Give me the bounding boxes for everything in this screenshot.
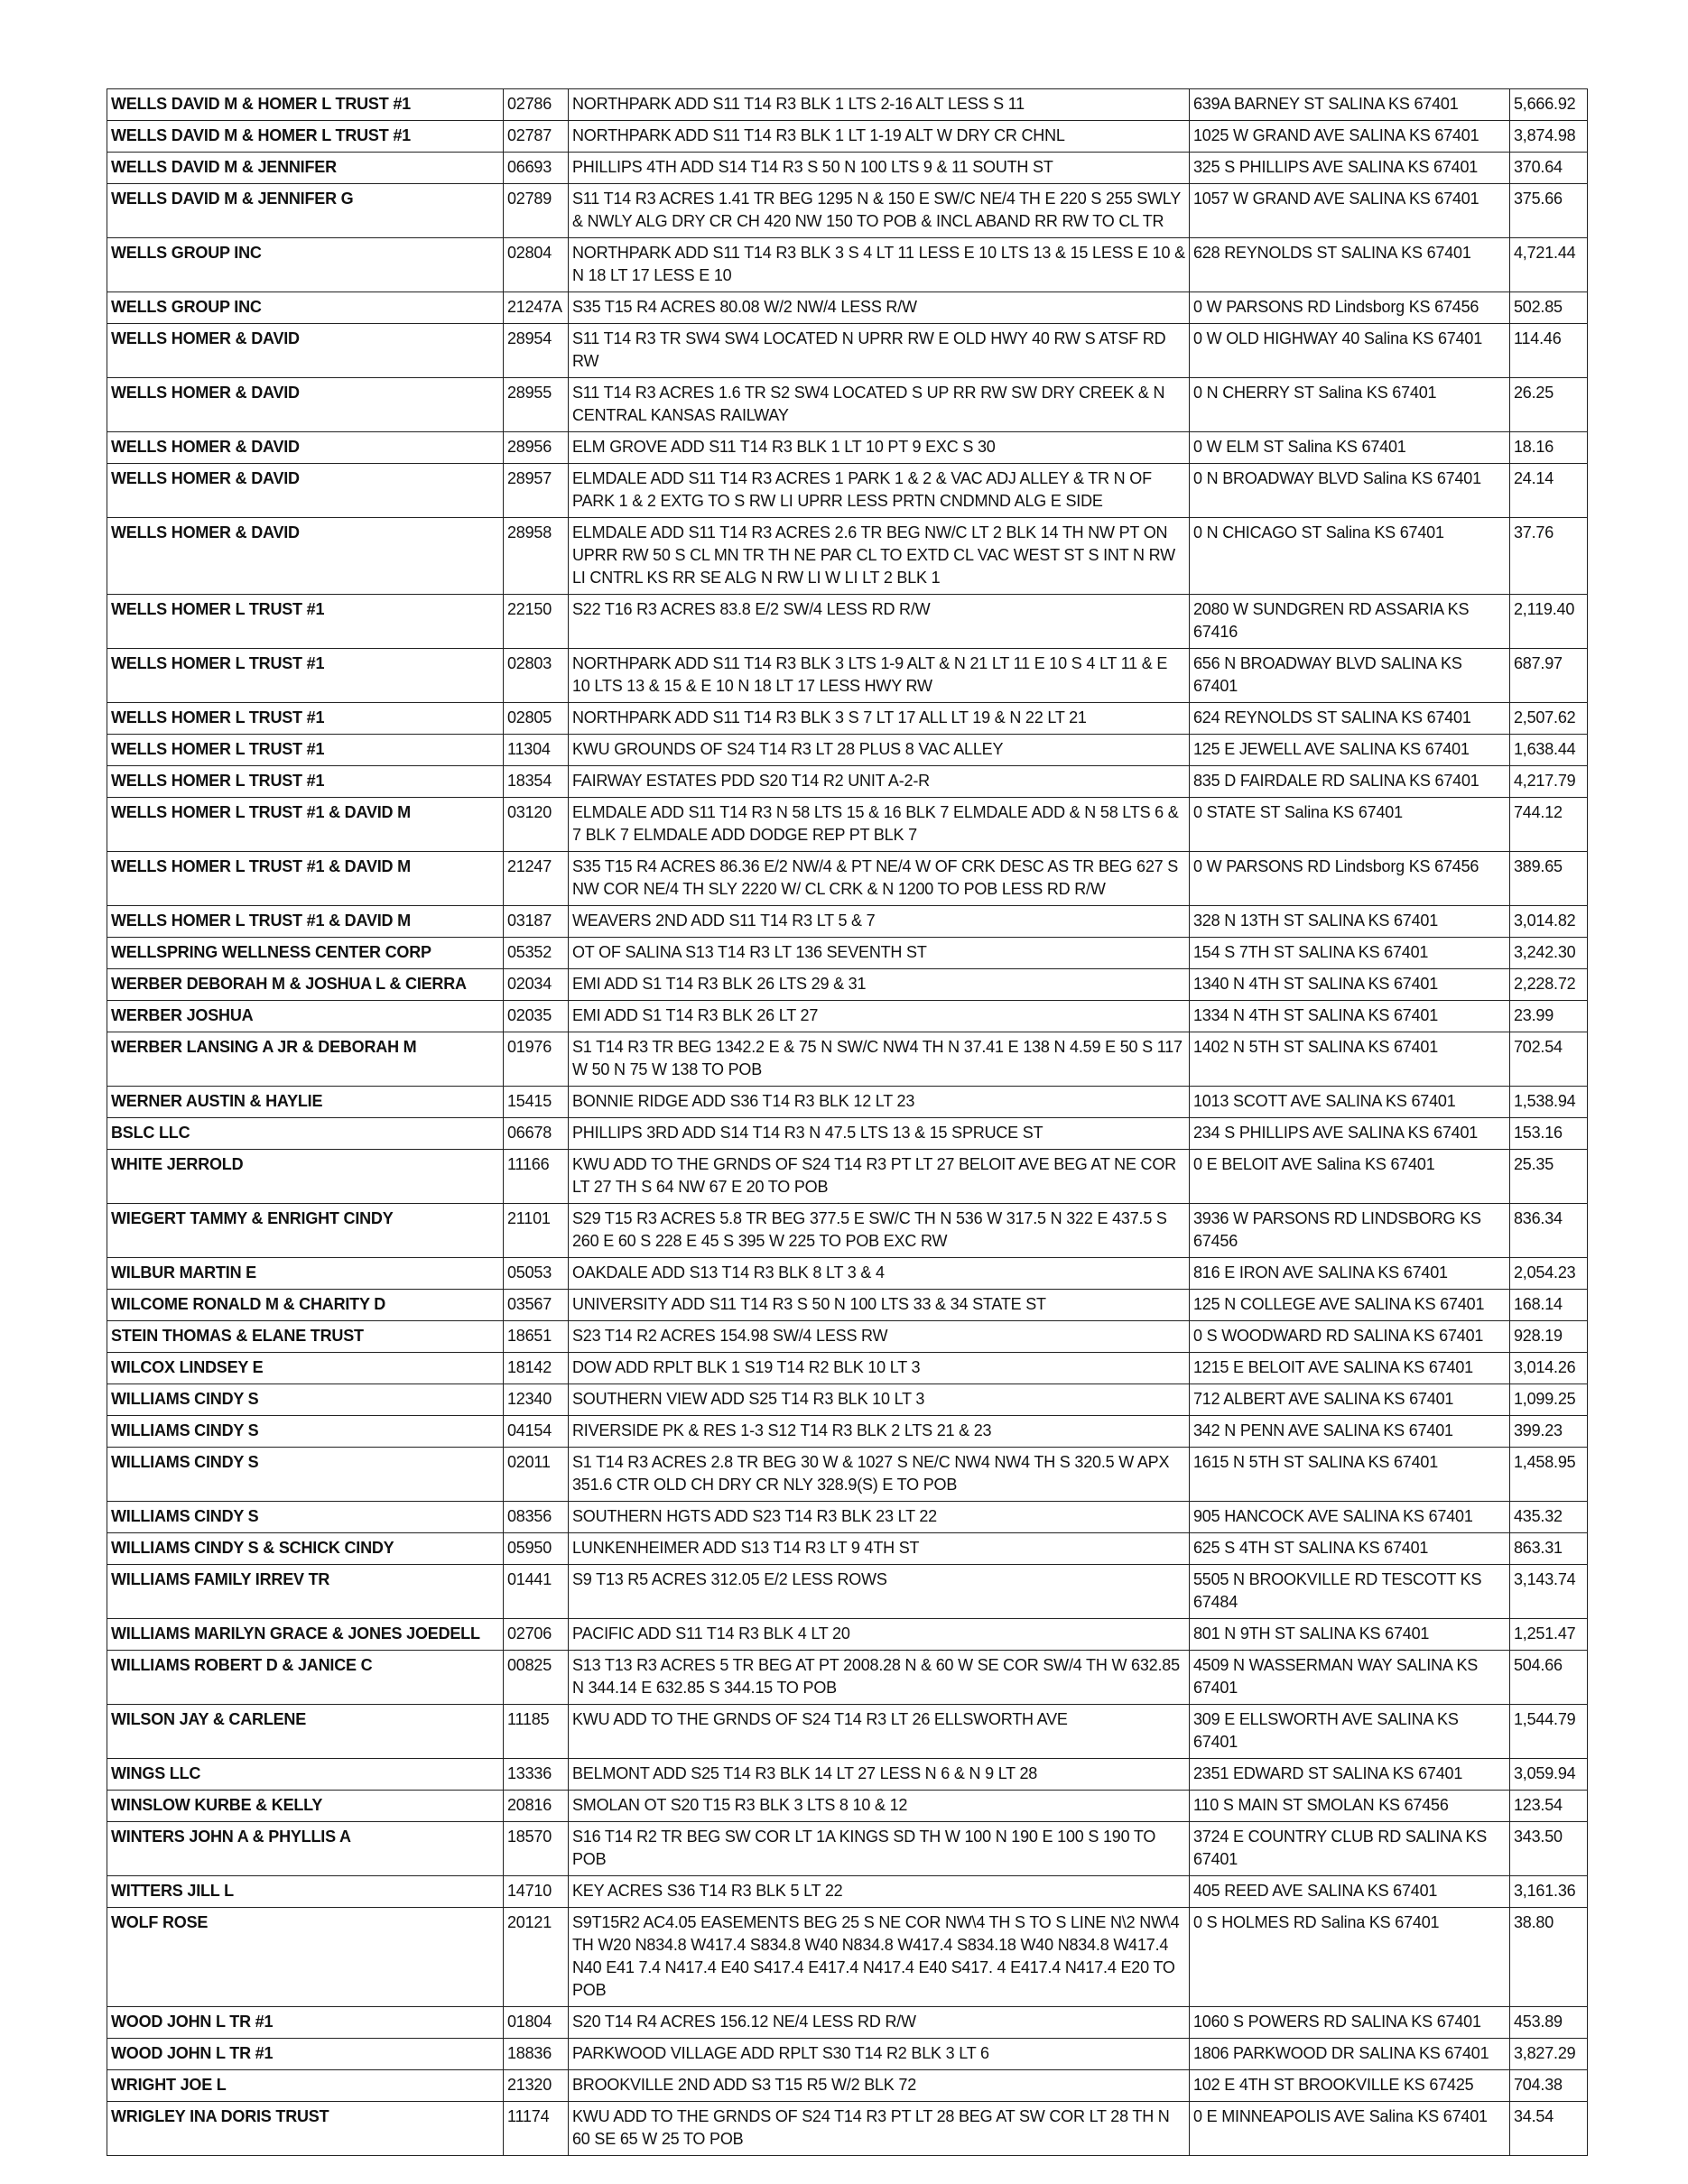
legal-description-cell: S1 T14 R3 TR BEG 1342.2 E & 75 N SW/C NW4 TH N 37.41 E 138 N 4.59 E 50 S 117 W 50 N 75 W 138 TO POB — [569, 1032, 1190, 1087]
legal-description-cell: PARKWOOD VILLAGE ADD RPLT S30 T14 R2 BLK 3 LT 6 — [569, 2039, 1190, 2070]
property-address-cell: 0 W ELM ST Salina KS 67401 — [1190, 432, 1510, 464]
table-row — [107, 1087, 1588, 1118]
legal-description-cell: KEY ACRES S36 T14 R3 BLK 5 LT 22 — [569, 1876, 1190, 1908]
tax-amount-cell: 1,544.79 — [1510, 1705, 1588, 1759]
tax-amount-cell: 3,014.26 — [1510, 1353, 1588, 1384]
table-row — [107, 1416, 1588, 1448]
legal-description-cell: S23 T14 R2 ACRES 154.98 SW/4 LESS RW — [569, 1321, 1190, 1353]
tax-amount-cell: 2,228.72 — [1510, 969, 1588, 1001]
owner-name-cell: WOOD JOHN L TR #1 — [107, 2007, 504, 2039]
owner-name-cell: WELLS DAVID M & JENNIFER — [107, 153, 504, 184]
table-row — [107, 2070, 1588, 2102]
parcel-id-cell: 03120 — [504, 798, 569, 852]
parcel-id-cell: 21320 — [504, 2070, 569, 2102]
legal-description-cell: WEAVERS 2ND ADD S11 T14 R3 LT 5 & 7 — [569, 906, 1190, 938]
parcel-id-cell: 21101 — [504, 1204, 569, 1258]
property-address-cell: 0 W PARSONS RD Lindsborg KS 67456 — [1190, 852, 1510, 906]
table-row — [107, 378, 1588, 432]
parcel-id-cell: 21247 — [504, 852, 569, 906]
legal-description-cell: KWU ADD TO THE GRNDS OF S24 T14 R3 PT LT 28 BEG AT SW COR LT 28 TH N 60 SE 65 W 25 TO POB — [569, 2102, 1190, 2156]
property-address-cell: 1060 S POWERS RD SALINA KS 67401 — [1190, 2007, 1510, 2039]
property-address-cell: 0 E BELOIT AVE Salina KS 67401 — [1190, 1150, 1510, 1204]
legal-description-cell: RIVERSIDE PK & RES 1-3 S12 T14 R3 BLK 2 LTS 21 & 23 — [569, 1416, 1190, 1448]
legal-description-cell: S16 T14 R2 TR BEG SW COR LT 1A KINGS SD TH W 100 N 190 E 100 S 190 TO POB — [569, 1822, 1190, 1876]
property-address-cell: 2080 W SUNDGREN RD ASSARIA KS 67416 — [1190, 595, 1510, 649]
property-address-cell: 0 W OLD HIGHWAY 40 Salina KS 67401 — [1190, 324, 1510, 378]
table-row — [107, 1759, 1588, 1791]
tax-amount-cell: 1,638.44 — [1510, 735, 1588, 766]
tax-amount-cell: 389.65 — [1510, 852, 1588, 906]
parcel-id-cell: 03567 — [504, 1290, 569, 1321]
tax-amount-cell: 23.99 — [1510, 1001, 1588, 1032]
table-row — [107, 238, 1588, 292]
parcel-id-cell: 01976 — [504, 1032, 569, 1087]
legal-description-cell: BELMONT ADD S25 T14 R3 BLK 14 LT 27 LESS N 6 & N 9 LT 28 — [569, 1759, 1190, 1791]
owner-name-cell: WELLS DAVID M & HOMER L TRUST #1 — [107, 89, 504, 121]
owner-name-cell: WOLF ROSE — [107, 1908, 504, 2007]
table-row — [107, 1791, 1588, 1822]
owner-name-cell: WELLS HOMER & DAVID — [107, 378, 504, 432]
parcel-id-cell: 13336 — [504, 1759, 569, 1791]
table-row — [107, 1150, 1588, 1204]
parcel-id-cell: 21247A — [504, 292, 569, 324]
parcel-id-cell: 02789 — [504, 184, 569, 238]
table-row — [107, 184, 1588, 238]
parcel-id-cell: 28958 — [504, 518, 569, 595]
owner-name-cell: WELLS HOMER L TRUST #1 & DAVID M — [107, 906, 504, 938]
legal-description-cell: NORTHPARK ADD S11 T14 R3 BLK 3 S 4 LT 11 LESS E 10 LTS 13 & 15 LESS E 10 & N 18 LT 17 LESS E 10 — [569, 238, 1190, 292]
parcel-id-cell: 02803 — [504, 649, 569, 703]
owner-name-cell: WRIGHT JOE L — [107, 2070, 504, 2102]
tax-amount-cell: 3,874.98 — [1510, 121, 1588, 153]
tax-amount-cell: 370.64 — [1510, 153, 1588, 184]
parcel-id-cell: 12340 — [504, 1384, 569, 1416]
tax-amount-cell: 1,458.95 — [1510, 1448, 1588, 1502]
legal-description-cell: S9 T13 R5 ACRES 312.05 E/2 LESS ROWS — [569, 1565, 1190, 1619]
legal-description-cell: S11 T14 R3 ACRES 1.41 TR BEG 1295 N & 150 E SW/C NE/4 TH E 220 S 255 SWLY & NWLY ALG DRY CR CH 420 NW 150 TO POB & INCL ABAND RR RW TO CL TR — [569, 184, 1190, 238]
parcel-id-cell: 11174 — [504, 2102, 569, 2156]
tax-amount-cell: 114.46 — [1510, 324, 1588, 378]
property-address-cell: 801 N 9TH ST SALINA KS 67401 — [1190, 1619, 1510, 1651]
table-row — [107, 1032, 1588, 1087]
tax-amount-cell: 25.35 — [1510, 1150, 1588, 1204]
property-address-cell: 5505 N BROOKVILLE RD TESCOTT KS 67484 — [1190, 1565, 1510, 1619]
property-address-cell: 656 N BROADWAY BLVD SALINA KS 67401 — [1190, 649, 1510, 703]
property-address-cell: 1334 N 4TH ST SALINA KS 67401 — [1190, 1001, 1510, 1032]
parcel-id-cell: 18651 — [504, 1321, 569, 1353]
tax-amount-cell: 687.97 — [1510, 649, 1588, 703]
legal-description-cell: NORTHPARK ADD S11 T14 R3 BLK 3 LTS 1-9 ALT & N 21 LT 11 E 10 S 4 LT 11 & E 10 LTS 13 & 15 & E 10 N 18 LT 17 LESS HWY RW — [569, 649, 1190, 703]
tax-amount-cell: 5,666.92 — [1510, 89, 1588, 121]
table-row — [107, 1384, 1588, 1416]
table-row — [107, 2007, 1588, 2039]
property-address-cell: 712 ALBERT AVE SALINA KS 67401 — [1190, 1384, 1510, 1416]
owner-name-cell: WELLS HOMER & DAVID — [107, 518, 504, 595]
tax-amount-cell: 2,507.62 — [1510, 703, 1588, 735]
parcel-id-cell: 28956 — [504, 432, 569, 464]
legal-description-cell: KWU ADD TO THE GRNDS OF S24 T14 R3 LT 26 ELLSWORTH AVE — [569, 1705, 1190, 1759]
legal-description-cell: ELMDALE ADD S11 T14 R3 ACRES 2.6 TR BEG NW/C LT 2 BLK 14 TH NW PT ON UPRR RW 50 S CL MN TR TH NE PAR CL TO EXTD CL VAC WEST ST S INT N RW LI CNTRL KS RR SE ALG N RW LI W LI LT 2 BLK 1 — [569, 518, 1190, 595]
property-address-cell: 0 N CHICAGO ST Salina KS 67401 — [1190, 518, 1510, 595]
tax-amount-cell: 1,538.94 — [1510, 1087, 1588, 1118]
table-row — [107, 89, 1588, 121]
owner-name-cell: WRIGLEY INA DORIS TRUST — [107, 2102, 504, 2156]
parcel-id-cell: 28954 — [504, 324, 569, 378]
owner-name-cell: WELLS HOMER L TRUST #1 — [107, 649, 504, 703]
table-row — [107, 703, 1588, 735]
legal-description-cell: S11 T14 R3 TR SW4 SW4 LOCATED N UPRR RW E OLD HWY 40 RW S ATSF RD RW — [569, 324, 1190, 378]
delinquent-tax-table — [107, 88, 1588, 2156]
legal-description-cell: OT OF SALINA S13 T14 R3 LT 136 SEVENTH ST — [569, 938, 1190, 969]
parcel-id-cell: 02805 — [504, 703, 569, 735]
property-address-cell: 1806 PARKWOOD DR SALINA KS 67401 — [1190, 2039, 1510, 2070]
property-address-cell: 905 HANCOCK AVE SALINA KS 67401 — [1190, 1502, 1510, 1533]
owner-name-cell: WERBER LANSING A JR & DEBORAH M — [107, 1032, 504, 1087]
owner-name-cell: WILLIAMS CINDY S — [107, 1416, 504, 1448]
table-row — [107, 595, 1588, 649]
parcel-id-cell: 06693 — [504, 153, 569, 184]
owner-name-cell: WELLS HOMER & DAVID — [107, 464, 504, 518]
property-address-cell: 125 E JEWELL AVE SALINA KS 67401 — [1190, 735, 1510, 766]
parcel-id-cell: 20816 — [504, 1791, 569, 1822]
property-address-cell: 1402 N 5TH ST SALINA KS 67401 — [1190, 1032, 1510, 1087]
table-row — [107, 292, 1588, 324]
legal-description-cell: S20 T14 R4 ACRES 156.12 NE/4 LESS RD R/W — [569, 2007, 1190, 2039]
legal-description-cell: DOW ADD RPLT BLK 1 S19 T14 R2 BLK 10 LT 3 — [569, 1353, 1190, 1384]
table-row — [107, 1565, 1588, 1619]
owner-name-cell: WELLS HOMER L TRUST #1 — [107, 595, 504, 649]
property-address-cell: 1025 W GRAND AVE SALINA KS 67401 — [1190, 121, 1510, 153]
parcel-id-cell: 02011 — [504, 1448, 569, 1502]
tax-amount-cell: 502.85 — [1510, 292, 1588, 324]
legal-description-cell: SOUTHERN HGTS ADD S23 T14 R3 BLK 23 LT 22 — [569, 1502, 1190, 1533]
owner-name-cell: WELLS DAVID M & JENNIFER G — [107, 184, 504, 238]
parcel-id-cell: 08356 — [504, 1502, 569, 1533]
property-address-cell: 639A BARNEY ST SALINA KS 67401 — [1190, 89, 1510, 121]
tax-amount-cell: 3,143.74 — [1510, 1565, 1588, 1619]
legal-description-cell: EMI ADD S1 T14 R3 BLK 26 LTS 29 & 31 — [569, 969, 1190, 1001]
parcel-id-cell: 18354 — [504, 766, 569, 798]
owner-name-cell: WILLIAMS ROBERT D & JANICE C — [107, 1651, 504, 1705]
tax-amount-cell: 928.19 — [1510, 1321, 1588, 1353]
owner-name-cell: WERBER JOSHUA — [107, 1001, 504, 1032]
owner-name-cell: WILLIAMS CINDY S & SCHICK CINDY — [107, 1533, 504, 1565]
parcel-id-cell: 01804 — [504, 2007, 569, 2039]
legal-description-cell: PHILLIPS 3RD ADD S14 T14 R3 N 47.5 LTS 13 & 15 SPRUCE ST — [569, 1118, 1190, 1150]
property-address-cell: 110 S MAIN ST SMOLAN KS 67456 — [1190, 1791, 1510, 1822]
parcel-id-cell: 02787 — [504, 121, 569, 153]
property-address-cell: 234 S PHILLIPS AVE SALINA KS 67401 — [1190, 1118, 1510, 1150]
tax-amount-cell: 123.54 — [1510, 1791, 1588, 1822]
owner-name-cell: WELLS HOMER L TRUST #1 & DAVID M — [107, 852, 504, 906]
legal-description-cell: NORTHPARK ADD S11 T14 R3 BLK 1 LT 1-19 ALT W DRY CR CHNL — [569, 121, 1190, 153]
property-address-cell: 102 E 4TH ST BROOKVILLE KS 67425 — [1190, 2070, 1510, 2102]
tax-amount-cell: 2,119.40 — [1510, 595, 1588, 649]
table-row — [107, 735, 1588, 766]
table-row — [107, 1533, 1588, 1565]
legal-description-cell: FAIRWAY ESTATES PDD S20 T14 R2 UNIT A-2-R — [569, 766, 1190, 798]
tax-amount-cell: 744.12 — [1510, 798, 1588, 852]
legal-description-cell: UNIVERSITY ADD S11 T14 R3 S 50 N 100 LTS 33 & 34 STATE ST — [569, 1290, 1190, 1321]
tax-amount-cell: 168.14 — [1510, 1290, 1588, 1321]
tax-amount-cell: 37.76 — [1510, 518, 1588, 595]
owner-name-cell: WELLSPRING WELLNESS CENTER CORP — [107, 938, 504, 969]
tax-amount-cell: 504.66 — [1510, 1651, 1588, 1705]
table-row — [107, 1204, 1588, 1258]
parcel-id-cell: 05352 — [504, 938, 569, 969]
table-body — [107, 89, 1588, 2156]
property-address-cell: 154 S 7TH ST SALINA KS 67401 — [1190, 938, 1510, 969]
tax-amount-cell: 24.14 — [1510, 464, 1588, 518]
owner-name-cell: WILLIAMS CINDY S — [107, 1502, 504, 1533]
parcel-id-cell: 02786 — [504, 89, 569, 121]
owner-name-cell: WELLS HOMER & DAVID — [107, 324, 504, 378]
property-address-cell: 1615 N 5TH ST SALINA KS 67401 — [1190, 1448, 1510, 1502]
table-row — [107, 1822, 1588, 1876]
legal-description-cell: ELM GROVE ADD S11 T14 R3 BLK 1 LT 10 PT 9 EXC S 30 — [569, 432, 1190, 464]
table-row — [107, 1705, 1588, 1759]
table-row — [107, 1448, 1588, 1502]
owner-name-cell: WINGS LLC — [107, 1759, 504, 1791]
property-address-cell: 325 S PHILLIPS AVE SALINA KS 67401 — [1190, 153, 1510, 184]
owner-name-cell: WIEGERT TAMMY & ENRIGHT CINDY — [107, 1204, 504, 1258]
parcel-id-cell: 18142 — [504, 1353, 569, 1384]
table-row — [107, 1290, 1588, 1321]
legal-description-cell: NORTHPARK ADD S11 T14 R3 BLK 1 LTS 2-16 ALT LESS S 11 — [569, 89, 1190, 121]
property-address-cell: 0 N BROADWAY BLVD Salina KS 67401 — [1190, 464, 1510, 518]
owner-name-cell: STEIN THOMAS & ELANE TRUST — [107, 1321, 504, 1353]
owner-name-cell: WILBUR MARTIN E — [107, 1258, 504, 1290]
table-row — [107, 1321, 1588, 1353]
legal-description-cell: SMOLAN OT S20 T15 R3 BLK 3 LTS 8 10 & 12 — [569, 1791, 1190, 1822]
owner-name-cell: WERBER DEBORAH M & JOSHUA L & CIERRA — [107, 969, 504, 1001]
table-row — [107, 1001, 1588, 1032]
legal-description-cell: EMI ADD S1 T14 R3 BLK 26 LT 27 — [569, 1001, 1190, 1032]
legal-description-cell: S35 T15 R4 ACRES 86.36 E/2 NW/4 & PT NE/4 W OF CRK DESC AS TR BEG 627 S NW COR NE/4 TH SLY 2220 W/ CL CRK & N 1200 TO POB LESS RD R/W — [569, 852, 1190, 906]
legal-description-cell: KWU GROUNDS OF S24 T14 R3 LT 28 PLUS 8 VAC ALLEY — [569, 735, 1190, 766]
table-row — [107, 1876, 1588, 1908]
property-address-cell: 342 N PENN AVE SALINA KS 67401 — [1190, 1416, 1510, 1448]
tax-amount-cell: 34.54 — [1510, 2102, 1588, 2156]
property-address-cell: 405 REED AVE SALINA KS 67401 — [1190, 1876, 1510, 1908]
owner-name-cell: WELLS HOMER L TRUST #1 — [107, 735, 504, 766]
table-row — [107, 906, 1588, 938]
legal-description-cell: KWU ADD TO THE GRNDS OF S24 T14 R3 PT LT 27 BELOIT AVE BEG AT NE COR LT 27 TH S 64 NW 67 E 20 TO POB — [569, 1150, 1190, 1204]
table-row — [107, 1619, 1588, 1651]
property-address-cell: 624 REYNOLDS ST SALINA KS 67401 — [1190, 703, 1510, 735]
owner-name-cell: WERNER AUSTIN & HAYLIE — [107, 1087, 504, 1118]
table-row — [107, 324, 1588, 378]
parcel-id-cell: 28957 — [504, 464, 569, 518]
parcel-id-cell: 14710 — [504, 1876, 569, 1908]
parcel-id-cell: 05053 — [504, 1258, 569, 1290]
tax-amount-cell: 3,827.29 — [1510, 2039, 1588, 2070]
legal-description-cell: OAKDALE ADD S13 T14 R3 BLK 8 LT 3 & 4 — [569, 1258, 1190, 1290]
tax-amount-cell: 863.31 — [1510, 1533, 1588, 1565]
table-row — [107, 121, 1588, 153]
tax-amount-cell: 3,014.82 — [1510, 906, 1588, 938]
tax-amount-cell: 702.54 — [1510, 1032, 1588, 1087]
tax-amount-cell: 3,161.36 — [1510, 1876, 1588, 1908]
property-address-cell: 1057 W GRAND AVE SALINA KS 67401 — [1190, 184, 1510, 238]
owner-name-cell: WOOD JOHN L TR #1 — [107, 2039, 504, 2070]
owner-name-cell: WILCOME RONALD M & CHARITY D — [107, 1290, 504, 1321]
parcel-id-cell: 00825 — [504, 1651, 569, 1705]
parcel-id-cell: 11185 — [504, 1705, 569, 1759]
tax-amount-cell: 18.16 — [1510, 432, 1588, 464]
property-address-cell: 2351 EDWARD ST SALINA KS 67401 — [1190, 1759, 1510, 1791]
parcel-id-cell: 02035 — [504, 1001, 569, 1032]
property-address-cell: 625 S 4TH ST SALINA KS 67401 — [1190, 1533, 1510, 1565]
legal-description-cell: SOUTHERN VIEW ADD S25 T14 R3 BLK 10 LT 3 — [569, 1384, 1190, 1416]
property-address-cell: 0 E MINNEAPOLIS AVE Salina KS 67401 — [1190, 2102, 1510, 2156]
table-row — [107, 464, 1588, 518]
owner-name-cell: WELLS GROUP INC — [107, 292, 504, 324]
legal-description-cell: S9T15R2 AC4.05 EASEMENTS BEG 25 S NE COR NW\4 TH S TO S LINE N\2 NW\4 TH W20 N834.8 W417.4 S834.8 W40 N834.8 W417.4 S834.18 W40 N834.8 W417.4 N40 E41 7.4 N417.4 E40 S417.4 E417.4 N417.4 E40 S417. 4 E417.4 N417.4 E20 TO POB — [569, 1908, 1190, 2007]
property-address-cell: 125 N COLLEGE AVE SALINA KS 67401 — [1190, 1290, 1510, 1321]
property-address-cell: 816 E IRON AVE SALINA KS 67401 — [1190, 1258, 1510, 1290]
property-address-cell: 3724 E COUNTRY CLUB RD SALINA KS 67401 — [1190, 1822, 1510, 1876]
tax-listing-page — [107, 88, 1587, 2156]
property-address-cell: 0 STATE ST Salina KS 67401 — [1190, 798, 1510, 852]
owner-name-cell: WILLIAMS FAMILY IRREV TR — [107, 1565, 504, 1619]
property-address-cell: 835 D FAIRDALE RD SALINA KS 67401 — [1190, 766, 1510, 798]
owner-name-cell: WILSON JAY & CARLENE — [107, 1705, 504, 1759]
property-address-cell: 0 S HOLMES RD Salina KS 67401 — [1190, 1908, 1510, 2007]
owner-name-cell: WELLS DAVID M & HOMER L TRUST #1 — [107, 121, 504, 153]
owner-name-cell: WELLS HOMER L TRUST #1 & DAVID M — [107, 798, 504, 852]
parcel-id-cell: 18570 — [504, 1822, 569, 1876]
property-address-cell: 0 S WOODWARD RD SALINA KS 67401 — [1190, 1321, 1510, 1353]
legal-description-cell: S1 T14 R3 ACRES 2.8 TR BEG 30 W & 1027 S NE/C NW4 NW4 TH S 320.5 W APX 351.6 CTR OLD CH DRY CR NLY 328.9(S) E TO POB — [569, 1448, 1190, 1502]
tax-amount-cell: 3,059.94 — [1510, 1759, 1588, 1791]
parcel-id-cell: 15415 — [504, 1087, 569, 1118]
tax-amount-cell: 1,099.25 — [1510, 1384, 1588, 1416]
tax-amount-cell: 153.16 — [1510, 1118, 1588, 1150]
legal-description-cell: S35 T15 R4 ACRES 80.08 W/2 NW/4 LESS R/W — [569, 292, 1190, 324]
tax-amount-cell: 435.32 — [1510, 1502, 1588, 1533]
owner-name-cell: WELLS HOMER & DAVID — [107, 432, 504, 464]
table-row — [107, 969, 1588, 1001]
legal-description-cell: S11 T14 R3 ACRES 1.6 TR S2 SW4 LOCATED S UP RR RW SW DRY CREEK & N CENTRAL KANSAS RAILWAY — [569, 378, 1190, 432]
parcel-id-cell: 11304 — [504, 735, 569, 766]
legal-description-cell: S13 T13 R3 ACRES 5 TR BEG AT PT 2008.28 N & 60 W SE COR SW/4 TH W 632.85 N 344.14 E 632.85 S 344.15 TO POB — [569, 1651, 1190, 1705]
tax-amount-cell: 836.34 — [1510, 1204, 1588, 1258]
owner-name-cell: WILLIAMS CINDY S — [107, 1384, 504, 1416]
property-address-cell: 0 W PARSONS RD Lindsborg KS 67456 — [1190, 292, 1510, 324]
table-row — [107, 1651, 1588, 1705]
parcel-id-cell: 28955 — [504, 378, 569, 432]
table-row — [107, 766, 1588, 798]
legal-description-cell: ELMDALE ADD S11 T14 R3 N 58 LTS 15 & 16 BLK 7 ELMDALE ADD & N 58 LTS 6 & 7 BLK 7 ELMDALE ADD DODGE REP PT BLK 7 — [569, 798, 1190, 852]
tax-amount-cell: 2,054.23 — [1510, 1258, 1588, 1290]
owner-name-cell: WILLIAMS MARILYN GRACE & JONES JOEDELL — [107, 1619, 504, 1651]
tax-amount-cell: 1,251.47 — [1510, 1619, 1588, 1651]
parcel-id-cell: 02804 — [504, 238, 569, 292]
property-address-cell: 4509 N WASSERMAN WAY SALINA KS 67401 — [1190, 1651, 1510, 1705]
tax-amount-cell: 38.80 — [1510, 1908, 1588, 2007]
legal-description-cell: PACIFIC ADD S11 T14 R3 BLK 4 LT 20 — [569, 1619, 1190, 1651]
property-address-cell: 3936 W PARSONS RD LINDSBORG KS 67456 — [1190, 1204, 1510, 1258]
parcel-id-cell: 22150 — [504, 595, 569, 649]
owner-name-cell: WILLIAMS CINDY S — [107, 1448, 504, 1502]
table-row — [107, 518, 1588, 595]
legal-description-cell: BONNIE RIDGE ADD S36 T14 R3 BLK 12 LT 23 — [569, 1087, 1190, 1118]
property-address-cell: 309 E ELLSWORTH AVE SALINA KS 67401 — [1190, 1705, 1510, 1759]
parcel-id-cell: 05950 — [504, 1533, 569, 1565]
property-address-cell: 0 N CHERRY ST Salina KS 67401 — [1190, 378, 1510, 432]
parcel-id-cell: 01441 — [504, 1565, 569, 1619]
parcel-id-cell: 02034 — [504, 969, 569, 1001]
property-address-cell: 628 REYNOLDS ST SALINA KS 67401 — [1190, 238, 1510, 292]
tax-amount-cell: 375.66 — [1510, 184, 1588, 238]
tax-amount-cell: 3,242.30 — [1510, 938, 1588, 969]
table-row — [107, 938, 1588, 969]
table-row — [107, 432, 1588, 464]
owner-name-cell: WELLS HOMER L TRUST #1 — [107, 766, 504, 798]
legal-description-cell: S22 T16 R3 ACRES 83.8 E/2 SW/4 LESS RD R/W — [569, 595, 1190, 649]
property-address-cell: 328 N 13TH ST SALINA KS 67401 — [1190, 906, 1510, 938]
table-row — [107, 2102, 1588, 2156]
tax-amount-cell: 26.25 — [1510, 378, 1588, 432]
parcel-id-cell: 02706 — [504, 1619, 569, 1651]
owner-name-cell: WELLS HOMER L TRUST #1 — [107, 703, 504, 735]
owner-name-cell: WINTERS JOHN A & PHYLLIS A — [107, 1822, 504, 1876]
parcel-id-cell: 06678 — [504, 1118, 569, 1150]
table-row — [107, 153, 1588, 184]
table-row — [107, 1118, 1588, 1150]
parcel-id-cell: 03187 — [504, 906, 569, 938]
table-row — [107, 1908, 1588, 2007]
table-row — [107, 798, 1588, 852]
legal-description-cell: NORTHPARK ADD S11 T14 R3 BLK 3 S 7 LT 17 ALL LT 19 & N 22 LT 21 — [569, 703, 1190, 735]
tax-amount-cell: 704.38 — [1510, 2070, 1588, 2102]
owner-name-cell: WILCOX LINDSEY E — [107, 1353, 504, 1384]
table-row — [107, 852, 1588, 906]
legal-description-cell: BROOKVILLE 2ND ADD S3 T15 R5 W/2 BLK 72 — [569, 2070, 1190, 2102]
legal-description-cell: LUNKENHEIMER ADD S13 T14 R3 LT 9 4TH ST — [569, 1533, 1190, 1565]
table-row — [107, 1353, 1588, 1384]
parcel-id-cell: 04154 — [504, 1416, 569, 1448]
tax-amount-cell: 4,217.79 — [1510, 766, 1588, 798]
property-address-cell: 1340 N 4TH ST SALINA KS 67401 — [1190, 969, 1510, 1001]
tax-amount-cell: 4,721.44 — [1510, 238, 1588, 292]
owner-name-cell: BSLC LLC — [107, 1118, 504, 1150]
legal-description-cell: PHILLIPS 4TH ADD S14 T14 R3 S 50 N 100 LTS 9 & 11 SOUTH ST — [569, 153, 1190, 184]
owner-name-cell: WHITE JERROLD — [107, 1150, 504, 1204]
table-row — [107, 1502, 1588, 1533]
parcel-id-cell: 11166 — [504, 1150, 569, 1204]
owner-name-cell: WINSLOW KURBE & KELLY — [107, 1791, 504, 1822]
legal-description-cell: S29 T15 R3 ACRES 5.8 TR BEG 377.5 E SW/C TH N 536 W 317.5 N 322 E 437.5 S 260 E 60 S 228 E 45 S 395 W 225 TO POB EXC RW — [569, 1204, 1190, 1258]
table-row — [107, 2039, 1588, 2070]
table-row — [107, 649, 1588, 703]
owner-name-cell: WELLS GROUP INC — [107, 238, 504, 292]
property-address-cell: 1013 SCOTT AVE SALINA KS 67401 — [1190, 1087, 1510, 1118]
property-address-cell: 1215 E BELOIT AVE SALINA KS 67401 — [1190, 1353, 1510, 1384]
owner-name-cell: WITTERS JILL L — [107, 1876, 504, 1908]
parcel-id-cell: 20121 — [504, 1908, 569, 2007]
table-row — [107, 1258, 1588, 1290]
tax-amount-cell: 399.23 — [1510, 1416, 1588, 1448]
parcel-id-cell: 18836 — [504, 2039, 569, 2070]
tax-amount-cell: 453.89 — [1510, 2007, 1588, 2039]
tax-amount-cell: 343.50 — [1510, 1822, 1588, 1876]
legal-description-cell: ELMDALE ADD S11 T14 R3 ACRES 1 PARK 1 & 2 & VAC ADJ ALLEY & TR N OF PARK 1 & 2 EXTG TO S RW LI UPRR LESS PRTN CNDMND ALG E SIDE — [569, 464, 1190, 518]
